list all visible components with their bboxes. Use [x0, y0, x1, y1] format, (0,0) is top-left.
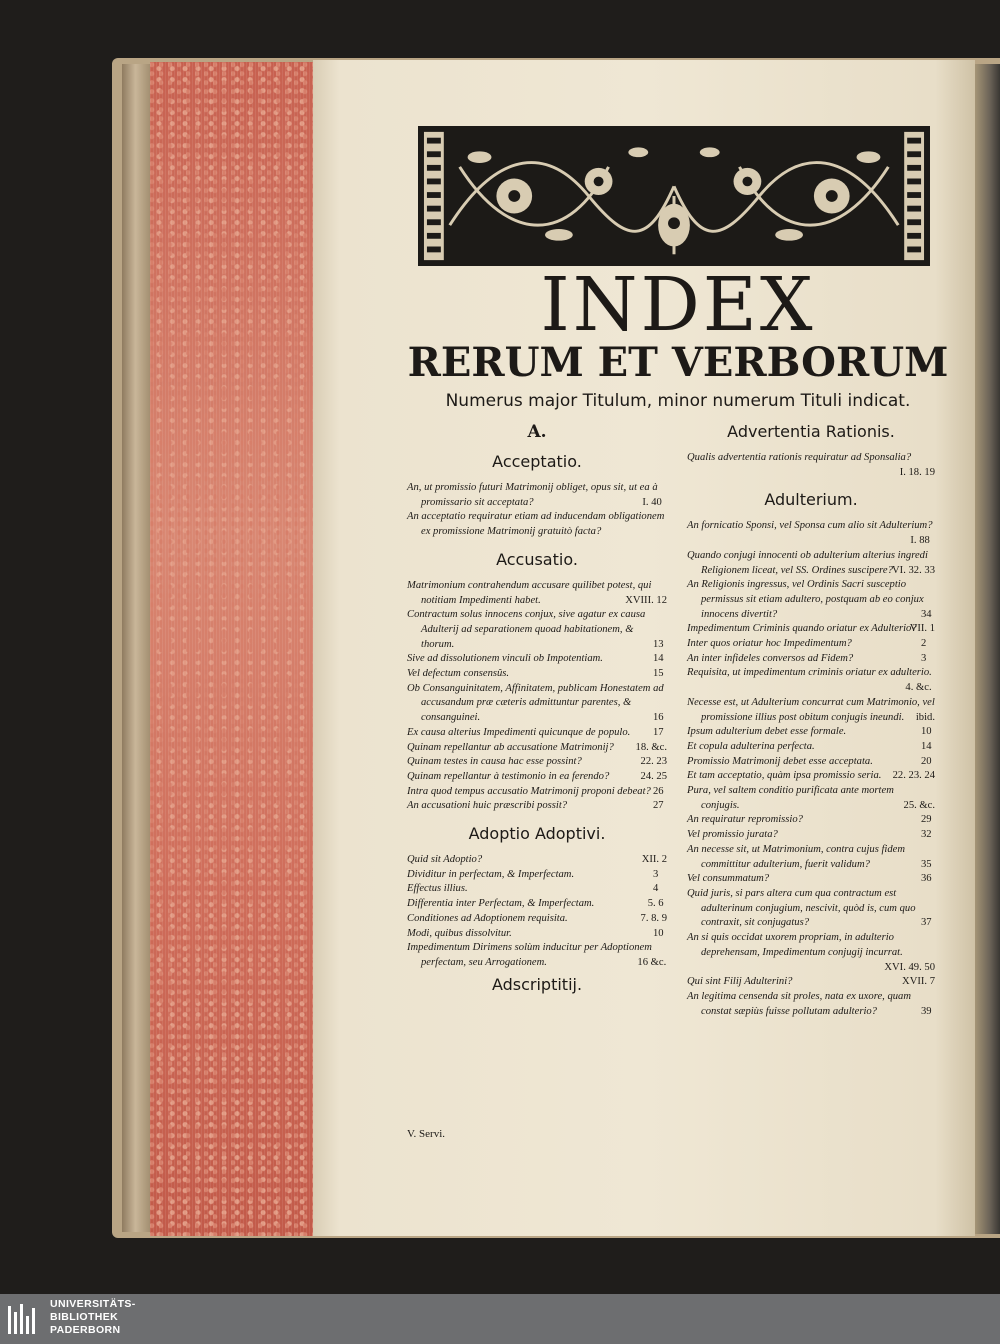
index-entry: Vel promissio jurata? 32 — [687, 829, 932, 841]
index-entry: Impedimentum Dirimens solùm inducitur per Adoptionem perfectam, seu Arrogationem. 16 &c. — [407, 942, 667, 968]
index-entry: Impedimentum Criminis quando oriatur ex Adulterio? VII. 1 — [687, 623, 935, 635]
section-heading-accusatio: Accusatio. — [496, 549, 578, 569]
section-heading-advertentia: Advertentia Rationis. — [727, 422, 895, 441]
index-entry: Vel consummatum? 36 — [687, 873, 932, 885]
index-entry: Conditiones ad Adoptionem requisita. 7. 8. 9 — [407, 912, 667, 924]
letter-heading: A. — [527, 422, 547, 442]
index-entry: Sive ad dissolutionem vinculi ob Impotentiam. 14 — [407, 653, 664, 665]
sprinkled-page-edge — [150, 62, 315, 1236]
catchword: V. Servi. — [407, 1128, 445, 1140]
index-entry: Qualis advertentia rationis requiratur ad Sponsalia? I. 18. 19 — [687, 452, 935, 478]
index-entry: Effectus illius. 4 — [407, 883, 659, 895]
index-entry: Contractum solus innocens conjux, sive agatur ex causa Adulterij ad separationem quoad habitationem, & thorum. 13 — [407, 609, 664, 650]
next-page-edge — [975, 64, 1000, 1234]
index-entry: Pura, vel saltem conditio purificata ante mortem conjugis. 25. &c. — [687, 785, 935, 811]
index-entry: Quinam repellantur à testimonio in ea ferendo? 24. 25 — [407, 770, 667, 782]
index-entry: Quinam repellantur ab accusatione Matrimonij? 18. &c. — [407, 741, 667, 753]
left-column — [407, 422, 667, 1004]
index-entry: Matrimonium contrahendum accusare quilibet potest, qui notitiam Impedimenti habet. XVIII. 12 — [407, 579, 667, 606]
index-entry: Necesse est, ut Adulterium concurrat cum Matrimonio, vel promissione illius post obitum conjugis ineundi. ibid. — [687, 696, 935, 723]
ornamental-headpiece — [418, 126, 930, 266]
index-entry: Quid juris, si pars altera cum qua contractum est adulterinum conjugium, nescivit, quòd is, cum quo contraxit, sit conjugatus? 37 — [687, 887, 932, 929]
section-heading-adulterium: Adulterium. — [764, 490, 858, 510]
library-name: UNIVERSITÄTS- BIBLIOTHEK PADERBORN — [50, 1298, 136, 1336]
index-subtitle: RERUM ET VERBORUM — [407, 339, 949, 386]
index-entry: An Religionis ingressus, vel Ordinis Sacri susceptio permissus sit etiam adultero, postquam ab eo conjux innocens divertit? 34 — [687, 579, 932, 620]
index-entry: Et tam acceptatio, quàm ipsa promissio seria. 22. 23. 24 — [687, 770, 935, 782]
index-entry: Intra quod tempus accusatio Matrimonij proponi debeat? 26 — [407, 785, 664, 797]
index-note: Numerus major Titulum, minor numerum Tituli indicat. — [445, 391, 911, 411]
index-entry: Modi, quibus dissolvitur. 10 — [407, 927, 664, 939]
index-entry: Quinam testes in causa hac esse possint? 22. 23 — [407, 756, 667, 768]
index-entry: Differentia inter Perfectam, & Imperfectam. 5. 6 — [407, 898, 664, 910]
index-entry: Ipsum adulterium debet esse formale. 10 — [687, 726, 932, 738]
index-entry: Et copula adulterina perfecta. 14 — [687, 740, 932, 752]
index-title: INDEX — [540, 262, 816, 348]
index-entry: An, ut promissio futuri Matrimonij obliget, opus sit, ut ea à promissario sit acceptata? I. 40 — [407, 482, 662, 508]
index-entry: An legitima censenda sit proles, nata ex uxore, quam constat sæpiùs fuisse pollutam adulterio? 39 — [687, 990, 932, 1017]
index-entry: An fornicatio Sponsi, vel Sponsa cum alio sit Adulterium? I. 88 — [687, 520, 933, 547]
index-entry: Ob Consanguinitatem, Affinitatem, publicam Honestatem ad accusandum præ cæteris admittuntur parentes, & consanguinei. 16 — [407, 682, 664, 724]
index-entry: Dividitur in perfectam, & Imperfectam. 3 — [407, 868, 659, 880]
index-entry: Qui sint Filij Adulterini? XVII. 7 — [687, 976, 935, 988]
library-logo-icon — [6, 1300, 38, 1338]
floral-ornament-icon — [420, 128, 928, 264]
index-entry: An requiratur repromissio? 29 — [687, 814, 932, 826]
section-heading-acceptatio: Acceptatio. — [492, 452, 582, 471]
index-entry: An si quis occidat uxorem propriam, in adulterio deprehensam, Impedimentum conjugij incurrat. XVI. 49. 50 — [687, 932, 935, 973]
index-entry: An necesse sit, ut Matrimonium, contra cujus fidem committitur adulterium, fuerit validum? 35 — [687, 843, 932, 870]
index-entry: Quid sit Adoptio? XII. 2 — [407, 854, 667, 866]
index-entry: Inter quos oriatur hoc Impedimentum? 2 — [687, 638, 927, 650]
book-page — [313, 60, 975, 1236]
library-banner — [0, 1294, 1000, 1344]
index-entry: Ex causa alterius Impedimenti quicunque de populo. 17 — [407, 726, 664, 738]
right-column — [687, 422, 935, 1019]
index-entry: Requisita, ut impedimentum criminis oriatur ex adulterio. 4. &c. — [687, 667, 932, 694]
section-heading-adscriptitij: Adscriptitij. — [491, 974, 583, 994]
book-spine — [122, 64, 152, 1232]
index-entry: An acceptatio requiratur etiam ad inducendam obligationem ex promissione Matrimonij gratuitò facta? — [407, 511, 665, 538]
index-entry: An accusationi huic præscribi possit? 27 — [407, 800, 664, 812]
index-entry: An inter infideles conversos ad Fidem? 3 — [687, 652, 927, 664]
section-heading-adoptio: Adoptio Adoptivi. — [468, 824, 606, 844]
index-entry: Promissio Matrimonij debet esse acceptata. 20 — [687, 755, 932, 767]
index-entry: Vel defectum consensûs. 15 — [407, 668, 664, 680]
index-entry: Quando conjugi innocenti ob adulterium alterius ingredi Religionem liceat, vel SS. Ordines suscipere? VI. 32. 33 — [687, 549, 935, 576]
